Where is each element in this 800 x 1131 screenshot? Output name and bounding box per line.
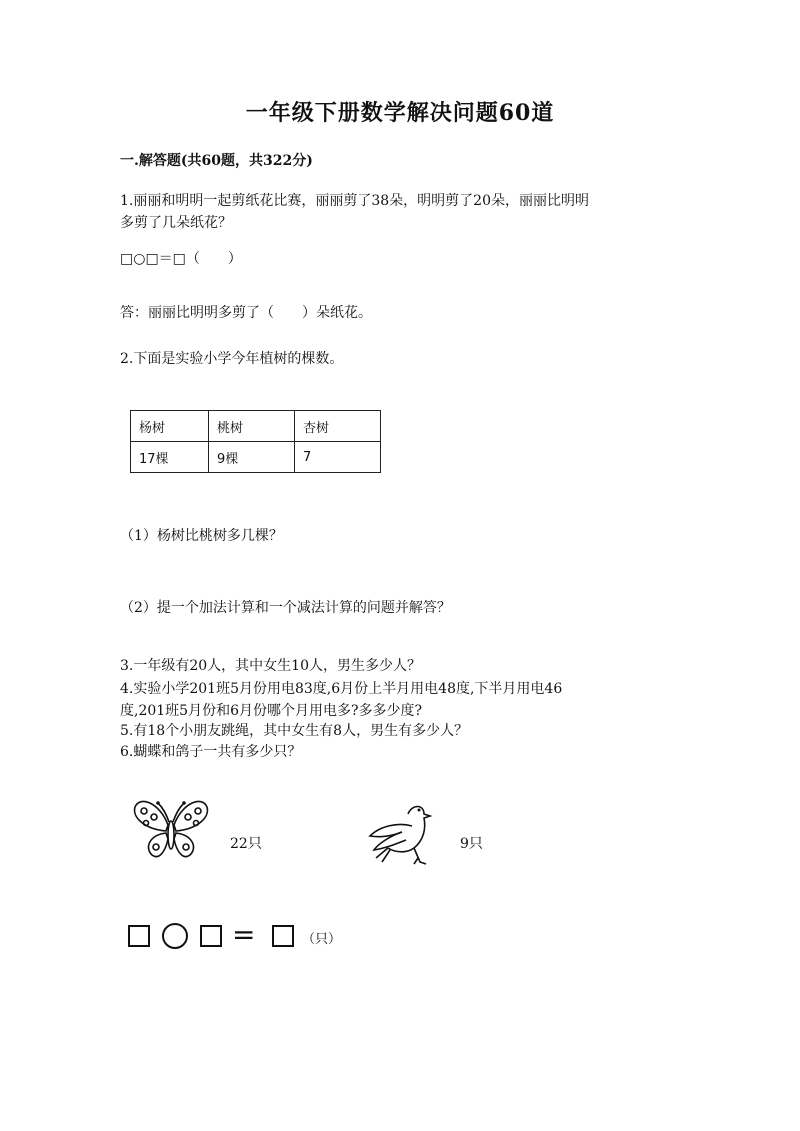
answer-box[interactable] [200, 925, 222, 947]
dove-count: 9只 [460, 836, 483, 852]
dove-icon [368, 800, 450, 868]
table-header-cell: 杨树 [131, 411, 209, 442]
q1-line1: 1.丽丽和明明一起剪纸花比赛，丽丽剪了38朵，明明剪了20朵，丽丽比明明 [120, 193, 589, 209]
butterfly-count: 22只 [230, 836, 262, 852]
table-header-row [131, 411, 381, 442]
q2-intro: 2.下面是实验小学今年植树的棵数。 [120, 351, 344, 367]
table-header-cell: 桃树 [209, 411, 295, 442]
table-cell: 17棵 [131, 442, 209, 473]
answer-box[interactable] [128, 925, 150, 947]
operator-circle[interactable] [162, 923, 188, 949]
tree-count-table [130, 410, 381, 473]
equals-sign: = [232, 918, 256, 951]
answer-box[interactable] [272, 925, 294, 947]
q6: 6.蝴蝶和鸽子一共有多少只？ [120, 744, 302, 760]
table-header-cell: 杏树 [295, 411, 381, 442]
q4-line1: 4.实验小学201班5月份用电83度,6月份上半月用电48度,下半月用电46 [120, 681, 563, 697]
butterfly-icon [130, 795, 212, 867]
section-heading: 一.解答题(共60题，共322分) [120, 153, 313, 169]
unit-label: （只） [302, 932, 342, 947]
q3: 3.一年级有20人，其中女生10人，男生多少人？ [120, 658, 421, 674]
table-row [131, 442, 381, 473]
q5: 5.有18个小朋友跳绳，其中女生有8人，男生有多少人？ [120, 723, 469, 739]
q1-answer: 答：丽丽比明明多剪了（ ）朵纸花。 [120, 305, 372, 321]
q1-formula: □○□＝□（ ） [120, 251, 242, 267]
q2-sub1: （1）杨树比桃树多几棵？ [120, 528, 283, 544]
q1-line2: 多剪了几朵纸花？ [120, 215, 232, 231]
table-cell: 7 [295, 442, 381, 473]
q2-sub2: （2）提一个加法计算和一个减法计算的问题并解答？ [120, 600, 451, 616]
q4-line2: 度,201班5月份和6月份哪个月用电多?多多少度? [120, 703, 422, 719]
table-cell: 9棵 [209, 442, 295, 473]
page-title: 一年级下册数学解决问题60道 [245, 100, 555, 126]
